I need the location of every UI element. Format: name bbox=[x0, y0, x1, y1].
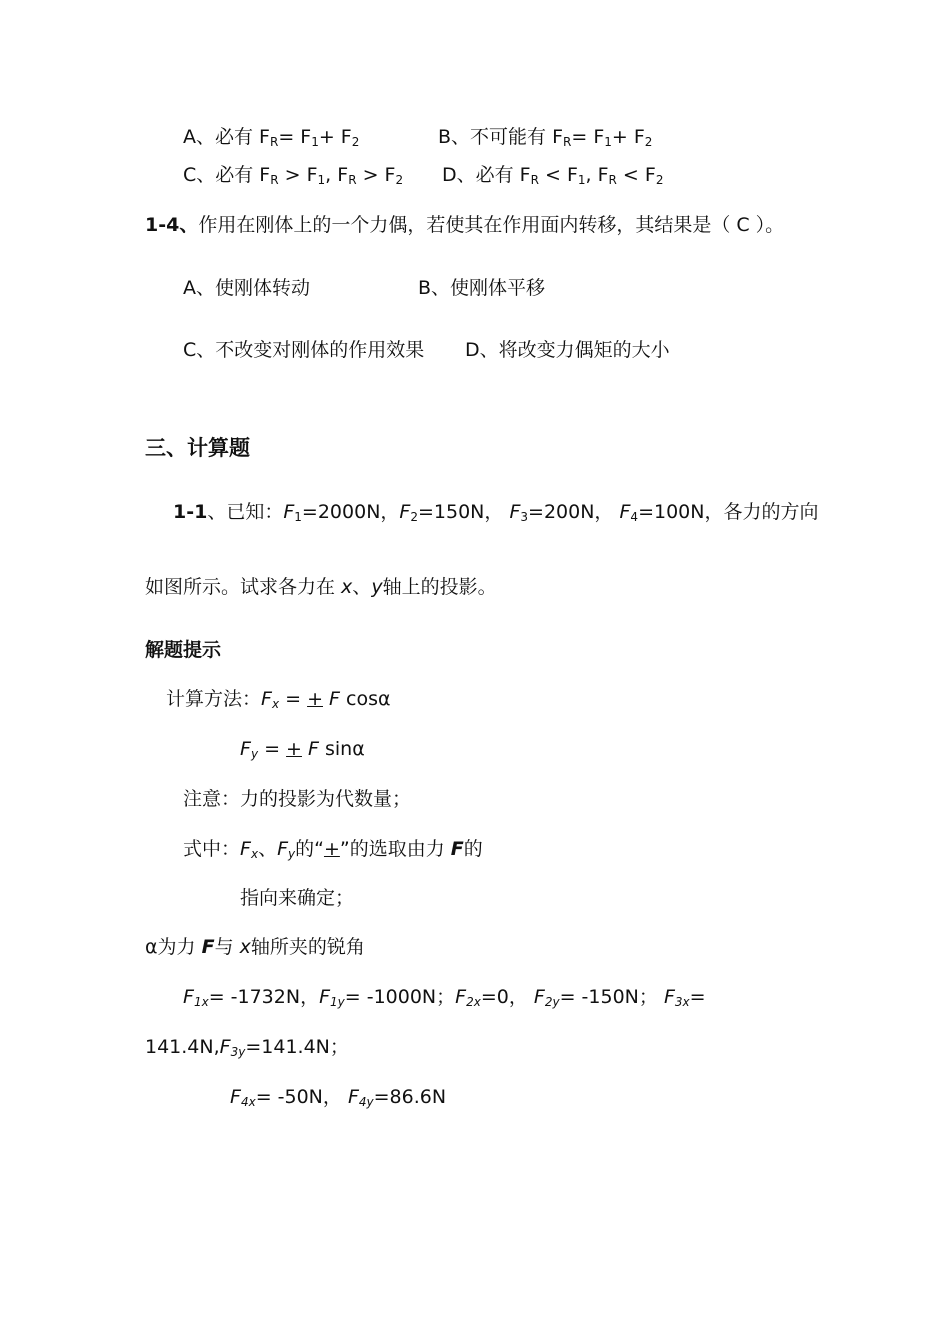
q14-option-c: C、不改变对刚体的作用效果 bbox=[183, 339, 425, 361]
calc11-number: 1-1 bbox=[173, 501, 208, 523]
calc11-line1: 1-1、已知：$F_1=2000N$，$F_2=150N$， $F_3=200N$， $F_4=100N$，各力的方向 bbox=[173, 501, 819, 524]
answer-line3: $F_{4x}= -50N$， $F_{4y}=86.6N$ bbox=[230, 1086, 447, 1109]
section-heading: 三、计算题 bbox=[145, 436, 250, 460]
answer-line2: $141.4N,F_{3y}=141.4N$； bbox=[145, 1036, 349, 1059]
q13-option-c: C、必有 $F_R > F_1$, $F_R > F_2$ bbox=[183, 164, 404, 187]
hint-formula: 式中：$F_x$、$F_y$的“+”的选取由力 F的 bbox=[183, 838, 483, 861]
q14-option-d: D、将改变力偶矩的大小 bbox=[465, 339, 670, 361]
q14-option-b: B、使刚体平移 bbox=[418, 277, 546, 299]
q14-stem bbox=[145, 216, 784, 235]
hint-method-fx: 计算方法：$F_x$ = + F cosα bbox=[166, 688, 391, 711]
hint-title: 解题提示 bbox=[145, 639, 222, 661]
q14-number: 1-4、 bbox=[145, 214, 199, 236]
calc11-line2: 如图所示。试求各力在 x、y轴上的投影。 bbox=[145, 576, 497, 598]
q13-option-b: B、不可能有 $F_R= F_1+ F_2$ bbox=[438, 126, 653, 149]
q13-option-a: A、必有 $F_R= F_1+ F_2$ bbox=[183, 126, 360, 149]
hint-alpha: α为力 F与 x轴所夹的锐角 bbox=[145, 936, 365, 958]
q13-option-d: D、必有 $F_R < F_1$, $F_R < F_2$ bbox=[442, 164, 664, 187]
hint-formula-cont: 指向来确定； bbox=[240, 887, 355, 909]
hint-note: 注意：力的投影为代数量； bbox=[183, 788, 412, 810]
answer-line1: $F_{1x}= -1732N$，$F_{1y}= -1000N$；$F_{2x}=0$， $F_{2y}= -150N$； $F_{3x}=$ bbox=[183, 986, 706, 1009]
q14-text: 作用在刚体上的一个力偶，若使其在作用面内转移，其结果是（ C ）。 bbox=[198, 214, 785, 236]
q14-option-a: A、使刚体转动 bbox=[183, 277, 310, 299]
hint-method-fy: $F_y$ = + F sinα bbox=[240, 738, 365, 761]
